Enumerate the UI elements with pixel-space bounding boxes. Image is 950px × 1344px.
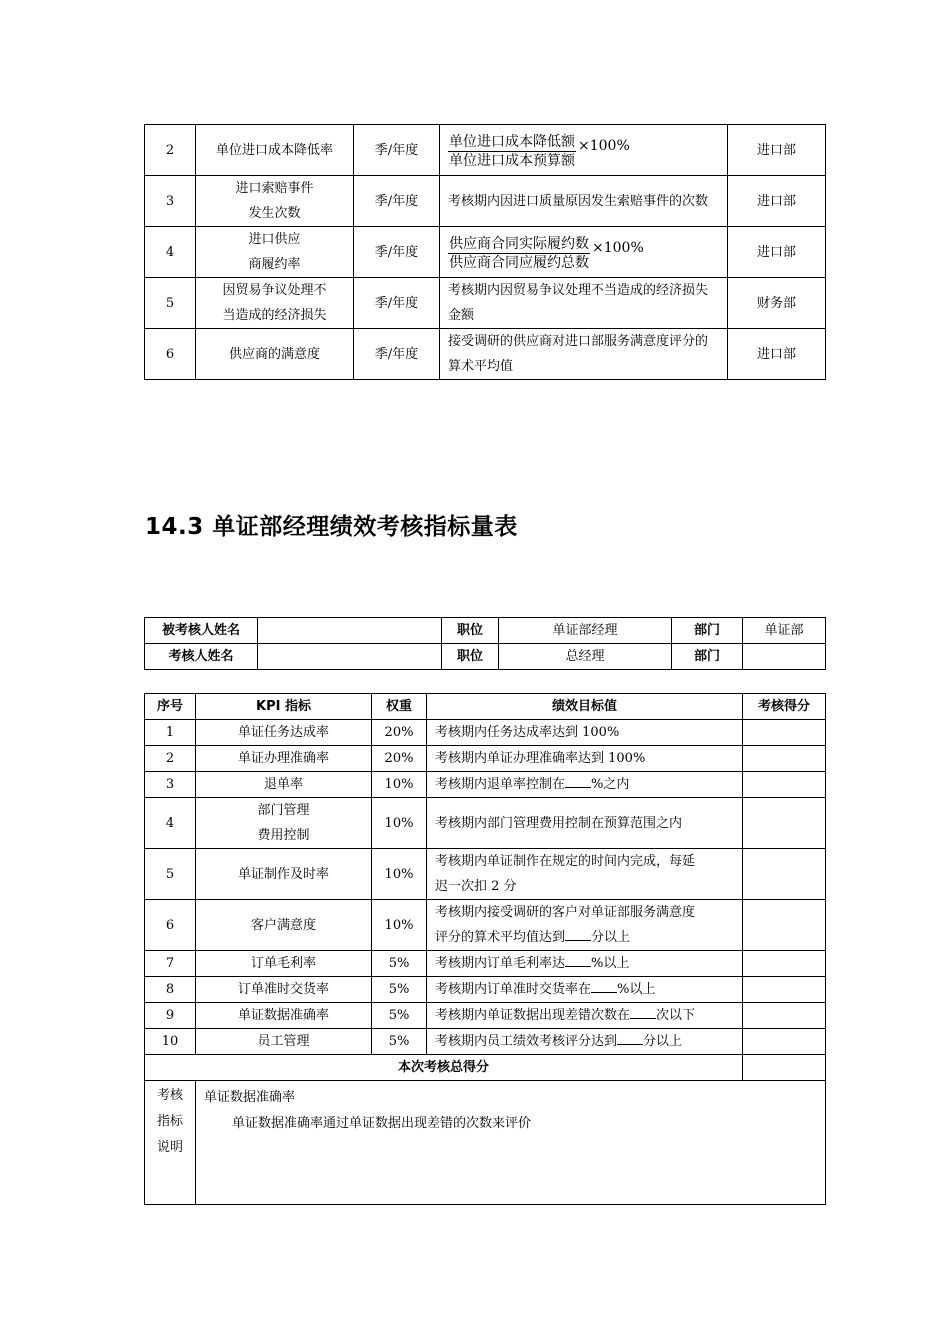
- kpi-name: 单证数据准确率: [196, 1003, 372, 1029]
- blank-field[interactable]: [565, 928, 591, 941]
- period: 季/年度: [354, 176, 440, 227]
- score-cell[interactable]: [743, 951, 826, 977]
- position-label: 职位: [442, 644, 499, 670]
- target-text: %以上: [617, 982, 656, 997]
- target-text: %之内: [591, 777, 630, 792]
- denominator: 供应商合同应履约总数: [449, 255, 589, 271]
- score-cell[interactable]: [743, 1029, 826, 1055]
- header-weight: 权重: [372, 694, 427, 720]
- kpi-name: [196, 278, 354, 329]
- row-number: 2: [145, 125, 196, 176]
- kpi-definition: 考核期内因贸易争议处理不当造成的经济损失金额: [440, 278, 728, 329]
- header-target: 绩效目标值: [427, 694, 743, 720]
- department: 财务部: [728, 278, 826, 329]
- score-cell[interactable]: [743, 798, 826, 849]
- note-label: [145, 1081, 196, 1205]
- row-number: 10: [145, 1029, 196, 1055]
- kpi-name: 订单准时交货率: [196, 977, 372, 1003]
- kpi-name: 订单毛利率: [196, 951, 372, 977]
- table-row: [145, 849, 826, 900]
- total-row: [145, 1055, 826, 1081]
- table-row: [145, 227, 826, 278]
- weight: 5%: [372, 1029, 427, 1055]
- blank-field[interactable]: [565, 954, 591, 967]
- target-line: 考核期内单证制作在规定的时间内完成，每延: [435, 854, 696, 869]
- kpi-name-line: 当造成的经济损失: [222, 308, 327, 323]
- position-value: 单证部经理: [499, 618, 672, 644]
- table-row: [145, 720, 826, 746]
- period: 季/年度: [354, 227, 440, 278]
- kpi-name: 客户满意度: [196, 900, 372, 951]
- department: 进口部: [728, 176, 826, 227]
- info-row: [145, 644, 826, 670]
- numerator: 单位进口成本降低额: [449, 134, 575, 150]
- blank-field[interactable]: [591, 980, 617, 993]
- target-text: 分以上: [643, 1034, 683, 1049]
- kpi-formula: [440, 227, 728, 278]
- multiplier: ×100%: [578, 137, 630, 154]
- weight: 20%: [372, 746, 427, 772]
- weight: 10%: [372, 772, 427, 798]
- kpi-definition: 接受调研的供应商对进口部服务满意度评分的算术平均值: [440, 329, 728, 380]
- note-content: [196, 1081, 826, 1205]
- period: 季/年度: [354, 278, 440, 329]
- weight: 5%: [372, 951, 427, 977]
- table-row: [145, 329, 826, 380]
- assessee-name-label: 被考核人姓名: [145, 618, 258, 644]
- kpi-name-line: 进口索赔事件: [235, 181, 314, 196]
- score-cell[interactable]: [743, 977, 826, 1003]
- import-kpi-table: [144, 124, 826, 380]
- row-number: 2: [145, 746, 196, 772]
- blank-field[interactable]: [630, 1006, 656, 1019]
- table-row: [145, 900, 826, 951]
- row-number: 3: [145, 772, 196, 798]
- assessor-name-label: 考核人姓名: [145, 644, 258, 670]
- row-number: 6: [145, 900, 196, 951]
- header-score: 考核得分: [743, 694, 826, 720]
- kpi-name: 员工管理: [196, 1029, 372, 1055]
- header-kpi: KPI 指标: [196, 694, 372, 720]
- target: [427, 900, 743, 951]
- target-text: 考核期内退单率控制在: [435, 777, 566, 792]
- table-row: [145, 125, 826, 176]
- kpi-name-line: 商履约率: [248, 257, 301, 272]
- target: 考核期内部门管理费用控制在预算范围之内: [427, 798, 743, 849]
- target: [427, 977, 743, 1003]
- score-cell[interactable]: [743, 1003, 826, 1029]
- note-label-line: 指标: [156, 1114, 183, 1129]
- weight: 5%: [372, 1003, 427, 1029]
- multiplier: ×100%: [592, 239, 644, 256]
- table-row: [145, 977, 826, 1003]
- kpi-name: [196, 798, 372, 849]
- row-number: 7: [145, 951, 196, 977]
- kpi-name: 单证制作及时率: [196, 849, 372, 900]
- department-label: 部门: [672, 618, 743, 644]
- position-label: 职位: [442, 618, 499, 644]
- kpi-name: 单证办理准确率: [196, 746, 372, 772]
- target-text: 考核期内单证数据出现差错次数在: [435, 1008, 631, 1023]
- kpi-name-line: 因贸易争议处理不: [222, 283, 327, 298]
- note-title: 单证数据准确率: [204, 1090, 296, 1105]
- target-line: 考核期内接受调研的客户对单证部服务满意度: [435, 905, 696, 920]
- target-text: 评分的算术平均值达到: [435, 930, 566, 945]
- table-row: [145, 772, 826, 798]
- position-value: 总经理: [499, 644, 672, 670]
- table-row: [145, 1003, 826, 1029]
- info-row: [145, 618, 826, 644]
- target-text: %以上: [591, 956, 630, 971]
- kpi-name-line: 发生次数: [248, 206, 301, 221]
- kpi-name: 单证任务达成率: [196, 720, 372, 746]
- weight: 10%: [372, 900, 427, 951]
- target-text: 考核期内订单准时交货率在: [435, 982, 592, 997]
- score-cell[interactable]: [743, 772, 826, 798]
- kpi-scoring-table: [144, 693, 826, 1205]
- blank-field[interactable]: [565, 775, 591, 788]
- note-body: 单证数据准确率通过单证数据出现差错的次数来评价: [232, 1116, 532, 1131]
- row-number: 5: [145, 278, 196, 329]
- row-number: 4: [145, 227, 196, 278]
- assessee-info-table: [144, 617, 826, 670]
- department: 进口部: [728, 125, 826, 176]
- score-cell[interactable]: [743, 849, 826, 900]
- target: 考核期内单证办理准确率达到 100%: [427, 746, 743, 772]
- period: 季/年度: [354, 125, 440, 176]
- target: 考核期内任务达成率达到 100%: [427, 720, 743, 746]
- kpi-name: [196, 227, 354, 278]
- target: [427, 951, 743, 977]
- note-label-line: 说明: [156, 1140, 183, 1155]
- target-text: 次以下: [656, 1008, 696, 1023]
- target: [427, 772, 743, 798]
- score-cell[interactable]: [743, 720, 826, 746]
- kpi-name-line: 费用控制: [257, 828, 310, 843]
- assessee-name-field[interactable]: [258, 618, 442, 644]
- row-number: 8: [145, 977, 196, 1003]
- assessor-name-field[interactable]: [258, 644, 442, 670]
- table-row: [145, 951, 826, 977]
- department-label: 部门: [672, 644, 743, 670]
- target-text: 考核期内员工绩效考核评分达到: [435, 1034, 618, 1049]
- total-score-label: 本次考核总得分: [145, 1055, 743, 1081]
- row-number: 9: [145, 1003, 196, 1029]
- score-cell[interactable]: [743, 746, 826, 772]
- note-label-line: 考核: [156, 1088, 183, 1103]
- kpi-definition: 考核期内因进口质量原因发生索赔事件的次数: [440, 176, 728, 227]
- target: [427, 849, 743, 900]
- blank-field[interactable]: [617, 1032, 643, 1045]
- table-row: [145, 746, 826, 772]
- kpi-name: [196, 176, 354, 227]
- table-row: [145, 176, 826, 227]
- header-row: [145, 694, 826, 720]
- target-line: 迟一次扣 2 分: [435, 879, 517, 894]
- note-row: [145, 1081, 826, 1205]
- row-number: 6: [145, 329, 196, 380]
- total-score-cell[interactable]: [743, 1055, 826, 1081]
- weight: 10%: [372, 849, 427, 900]
- target-line: [435, 925, 734, 950]
- row-number: 5: [145, 849, 196, 900]
- department-value[interactable]: [743, 644, 826, 670]
- kpi-name: 退单率: [196, 772, 372, 798]
- target: [427, 1003, 743, 1029]
- kpi-name-line: 进口供应: [248, 232, 301, 247]
- target-text: 分以上: [591, 930, 631, 945]
- header-no: 序号: [145, 694, 196, 720]
- weight: 5%: [372, 977, 427, 1003]
- department: 进口部: [728, 329, 826, 380]
- fraction: [448, 133, 630, 170]
- period: 季/年度: [354, 329, 440, 380]
- department: 进口部: [728, 227, 826, 278]
- table-row: [145, 1029, 826, 1055]
- kpi-formula: [440, 125, 728, 176]
- table-row: [145, 278, 826, 329]
- kpi-name: 单位进口成本降低率: [196, 125, 354, 176]
- weight: 20%: [372, 720, 427, 746]
- department-value: 单证部: [743, 618, 826, 644]
- row-number: 3: [145, 176, 196, 227]
- denominator: 单位进口成本预算额: [449, 153, 575, 169]
- kpi-name-line: 部门管理: [257, 803, 310, 818]
- row-number: 4: [145, 798, 196, 849]
- kpi-name: 供应商的满意度: [196, 329, 354, 380]
- numerator: 供应商合同实际履约数: [449, 236, 589, 252]
- weight: 10%: [372, 798, 427, 849]
- section-heading: 14.3 单证部经理绩效考核指标量表: [145, 514, 518, 540]
- row-number: 1: [145, 720, 196, 746]
- fraction: [448, 235, 644, 272]
- table-row: [145, 798, 826, 849]
- target-text: 考核期内订单毛利率达: [435, 956, 566, 971]
- target: [427, 1029, 743, 1055]
- score-cell[interactable]: [743, 900, 826, 951]
